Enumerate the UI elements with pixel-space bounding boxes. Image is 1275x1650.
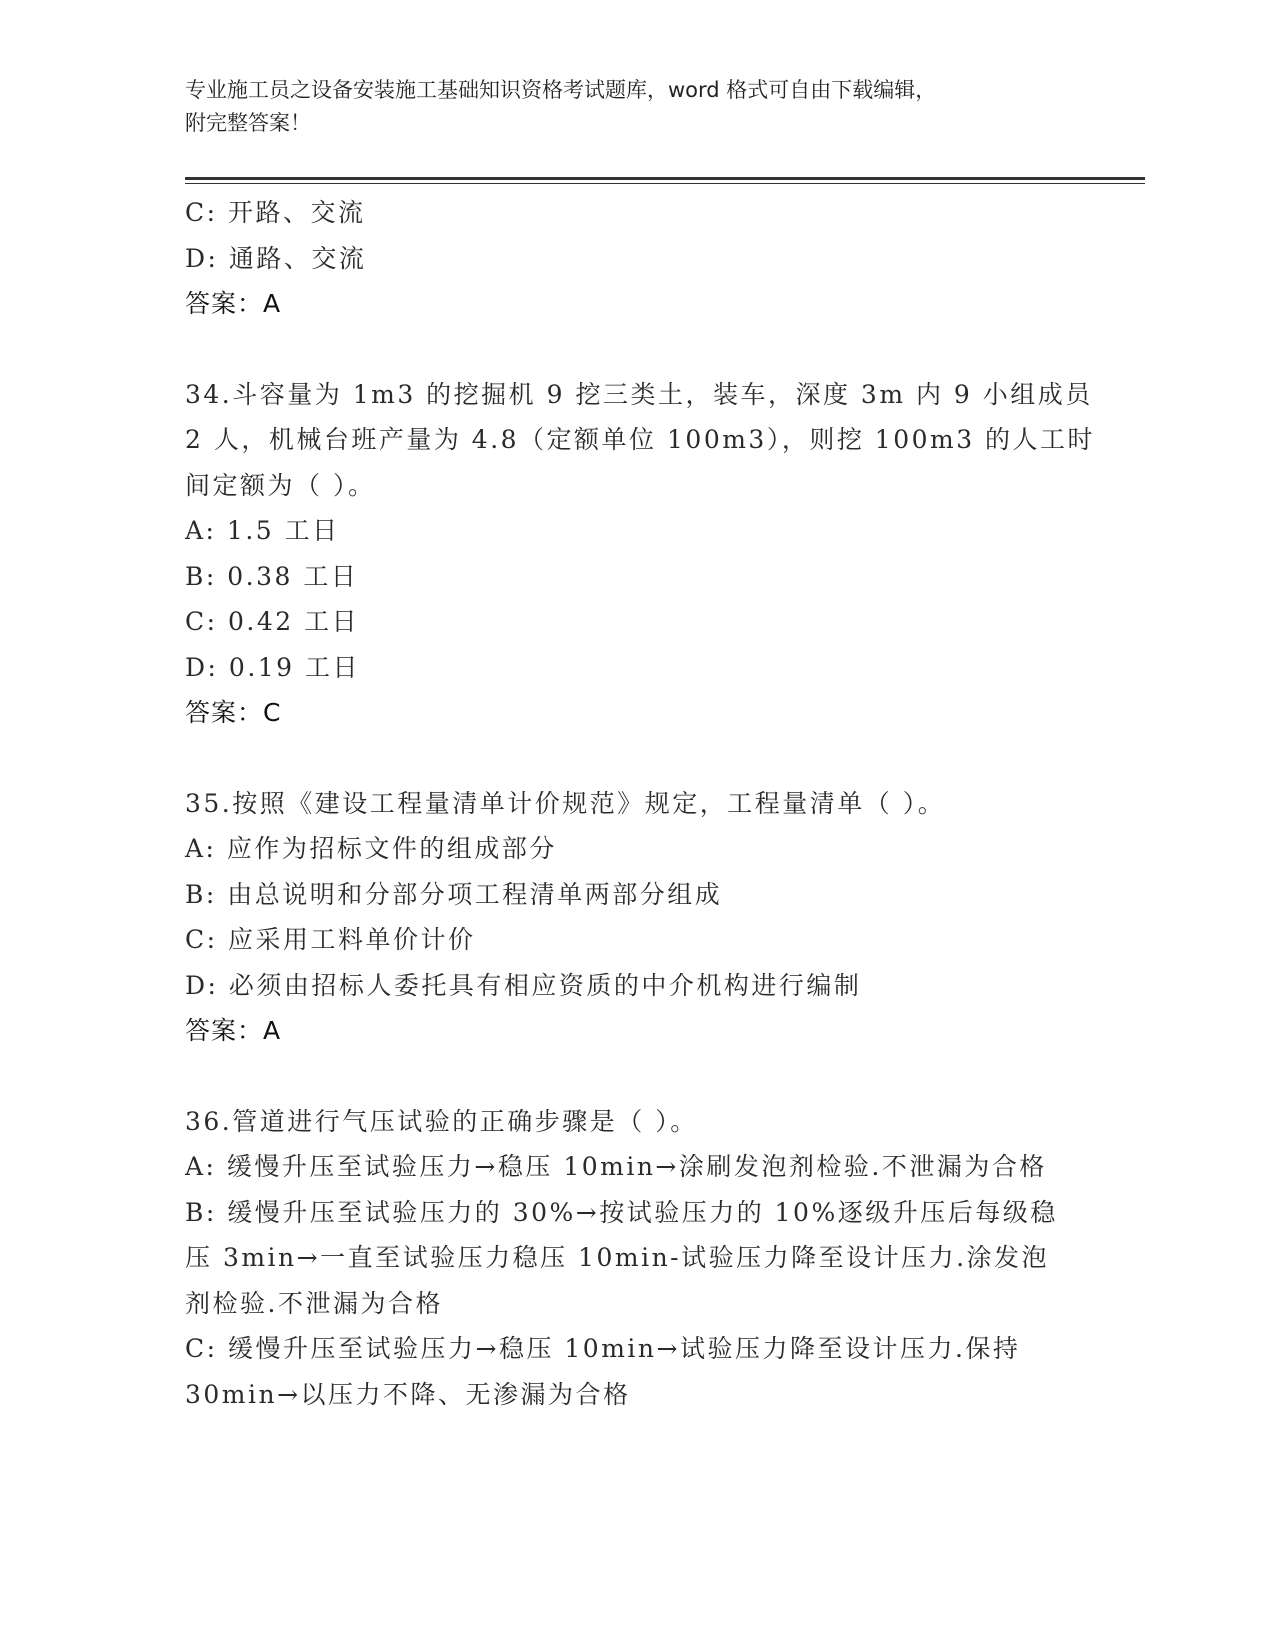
q34-stem-line-2: 2 人，机械台班产量为 4.8（定额单位 100m3），则挖 100m3 的人工时 [185,425,1096,454]
q36-option-b-line-2: 压 3min→一直至试验压力稳压 10min-试验压力降至设计压力.涂发泡 [185,1243,1050,1272]
q35-option-a: A: 应作为招标文件的组成部分 [185,834,557,863]
question-36 [185,1099,1085,1418]
q34-option-a: A: 1.5 工日 [185,516,340,545]
q36-option-c-line-2: 30min→以压力不降、无渗漏为合格 [185,1379,631,1409]
spacer [185,327,1085,372]
q33-option-c: C: 开路、交流 [185,198,366,227]
q34-answer: 答案：C [185,698,282,727]
q36-option-b-line-3: 剂检验.不泄漏为合格 [185,1288,443,1318]
header-title-line-1: 专业施工员之设备安装施工基础知识资格考试题库，word 格式可自由下载编辑， [185,78,937,102]
spacer [185,1054,1085,1099]
q34-option-c: C: 0.42 工日 [185,607,360,636]
q34-stem-line-1: 34.斗容量为 1m3 的挖掘机 9 挖三类土，装车，深度 3m 内 9 小组成员 [185,379,1093,409]
q36-stem: 36.管道进行气压试验的正确步骤是（ ）。 [185,1106,698,1136]
q35-option-b: B: 由总说明和分部分项工程清单两部分组成 [185,879,723,909]
q34-option-b: B: 0.38 工日 [185,561,359,591]
question-33-tail [185,190,1085,327]
q35-option-c: C: 应采用工料单价计价 [185,925,476,954]
q33-answer: 答案：A [185,289,282,318]
q36-option-a: A: 缓慢升压至试验压力→稳压 10min→涂刷发泡剂检验.不泄漏为合格 [185,1152,1047,1181]
spacer [185,736,1085,781]
q36-option-b-line-1: B: 缓慢升压至试验压力的 30%→按试验压力的 10%逐级升压后每级稳 [185,1197,1058,1227]
page-header [185,74,1065,140]
header-divider-thin [185,183,1145,184]
document-body [185,190,1096,1417]
q33-option-d: D: 通路、交流 [185,243,367,273]
question-34 [185,372,1096,736]
question-35 [185,781,1085,1054]
q35-stem: 35.按照《建设工程量清单计价规范》规定，工程量清单（ ）。 [185,788,946,818]
q35-answer: 答案：A [185,1016,282,1045]
q36-option-c-line-1: C: 缓慢升压至试验压力→稳压 10min→试验压力降至设计压力.保持 [185,1334,1021,1363]
header-divider-thick [185,177,1145,180]
q34-option-d: D: 0.19 工日 [185,652,361,682]
q35-option-d: D: 必须由招标人委托具有相应资质的中介机构进行编制 [185,970,862,1000]
header-title-line-2: 附完整答案！ [185,111,311,135]
q34-stem-line-3: 间定额为（ ）。 [185,470,376,500]
